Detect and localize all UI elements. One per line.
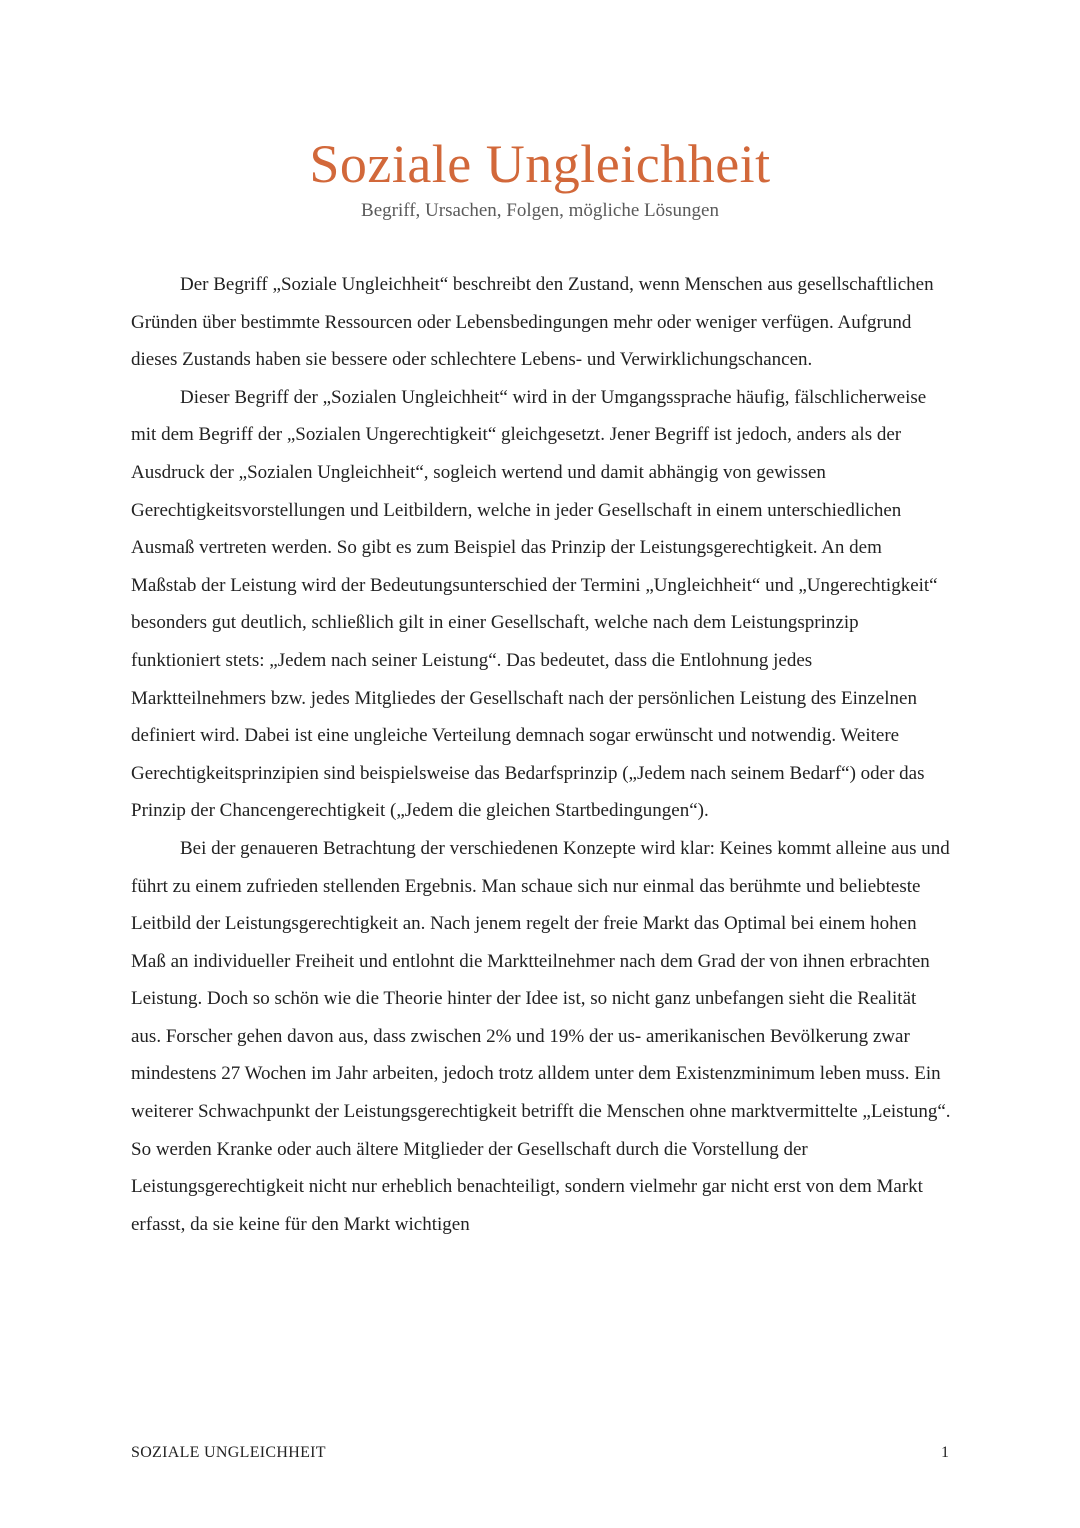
page-title: Soziale Ungleichheit: [309, 134, 771, 194]
footer-running-title: SOZIALE UNGLEICHHEIT: [131, 1444, 326, 1461]
body-text: [131, 266, 951, 1243]
paragraph-2: Dieser Begriff der „Sozialen Ungleichheit“ wird in der Umgangssprache häufig, fälschlicherweise mit dem Begriff der „Sozialen Ungerechtigkeit“ gleichgesetzt. Jener Begriff ist jedoch, anders als der Ausdruck der „Sozialen Ungleichheit“, sogleich wertend und damit abhängig von gewissen Gerechtigkeitsvorstellungen und Leitbildern, welche in jeder Gesellschaft in einem unterschiedlichen Ausmaß vertreten werden. So gibt es zum Beispiel das Prinzip der Leistungsgerechtigkeit. An dem Maßstab der Leistung wird der Bedeutungsunterschied der Termini „Ungleichheit“ und „Ungerechtigkeit“ besonders gut deutlich, schließlich gilt in einer Gesellschaft, welche nach dem Leistungsprinzip funktioniert stets: „Jedem nach seiner Leistung“. Das bedeutet, dass die Entlohnung jedes Marktteilnehmers bzw. jedes Mitgliedes der Gesellschaft nach der persönlichen Leistung des Einzelnen definiert wird. Dabei ist eine ungleiche Verteilung demnach sogar erwünscht und notwendig. Weitere Gerechtigkeitsprinzipien sind beispielsweise das Bedarfsprinzip („Jedem nach seinem Bedarf“) oder das Prinzip der Chancengerechtigkeit („Jedem die gleichen Startbedingungen“).: [131, 386, 938, 822]
paragraph-1: Der Begriff „Soziale Ungleichheit“ beschreibt den Zustand, wenn Menschen aus gesellschaftlichen Gründen über bestimmte Ressourcen oder Lebensbedingungen mehr oder weniger verfügen. Aufgrund dieses Zustands haben sie bessere oder schlechtere Lebens- und Verwirklichungschancen.: [131, 274, 934, 371]
page-subtitle: Begriff, Ursachen, Folgen, mögliche Lösungen: [361, 200, 719, 221]
paragraph-3: Bei der genaueren Betrachtung der verschiedenen Konzepte wird klar: Keines kommt alleine aus und führt zu einem zufrieden stellenden Ergebnis. Man schaue sich nur einmal das berühmte und beliebteste Leitbild der Leistungsgerechtigkeit an. Nach jenem regelt der freie Markt das Optimal bei einem hohen Maß an individueller Freiheit und entlohnt die Marktteilnehmer nach dem Grad der von ihnen erbrachten Leistung. Doch so schön wie die Theorie hinter der Idee ist, so nicht ganz unbefangen sieht die Realität aus. Forscher gehen davon aus, dass zwischen 2% und 19% der us- amerikanischen Bevölkerung zwar mindestens 27 Wochen im Jahr arbeiten, jedoch trotz alldem unter dem Existenzminimum leben muss. Ein weiterer Schwachpunkt der Leistungsgerechtigkeit betrifft die Menschen ohne marktvermittelte „Leistung“. So werden Kranke oder auch ältere Mitglieder der Gesellschaft durch die Vorstellung der Leistungsgerechtigkeit nicht nur erheblich benachteiligt, sondern vielmehr gar nicht erst von dem Markt erfasst, da sie keine für den Markt wichtigen: [131, 837, 951, 1235]
footer-page-number: 1: [941, 1444, 949, 1461]
